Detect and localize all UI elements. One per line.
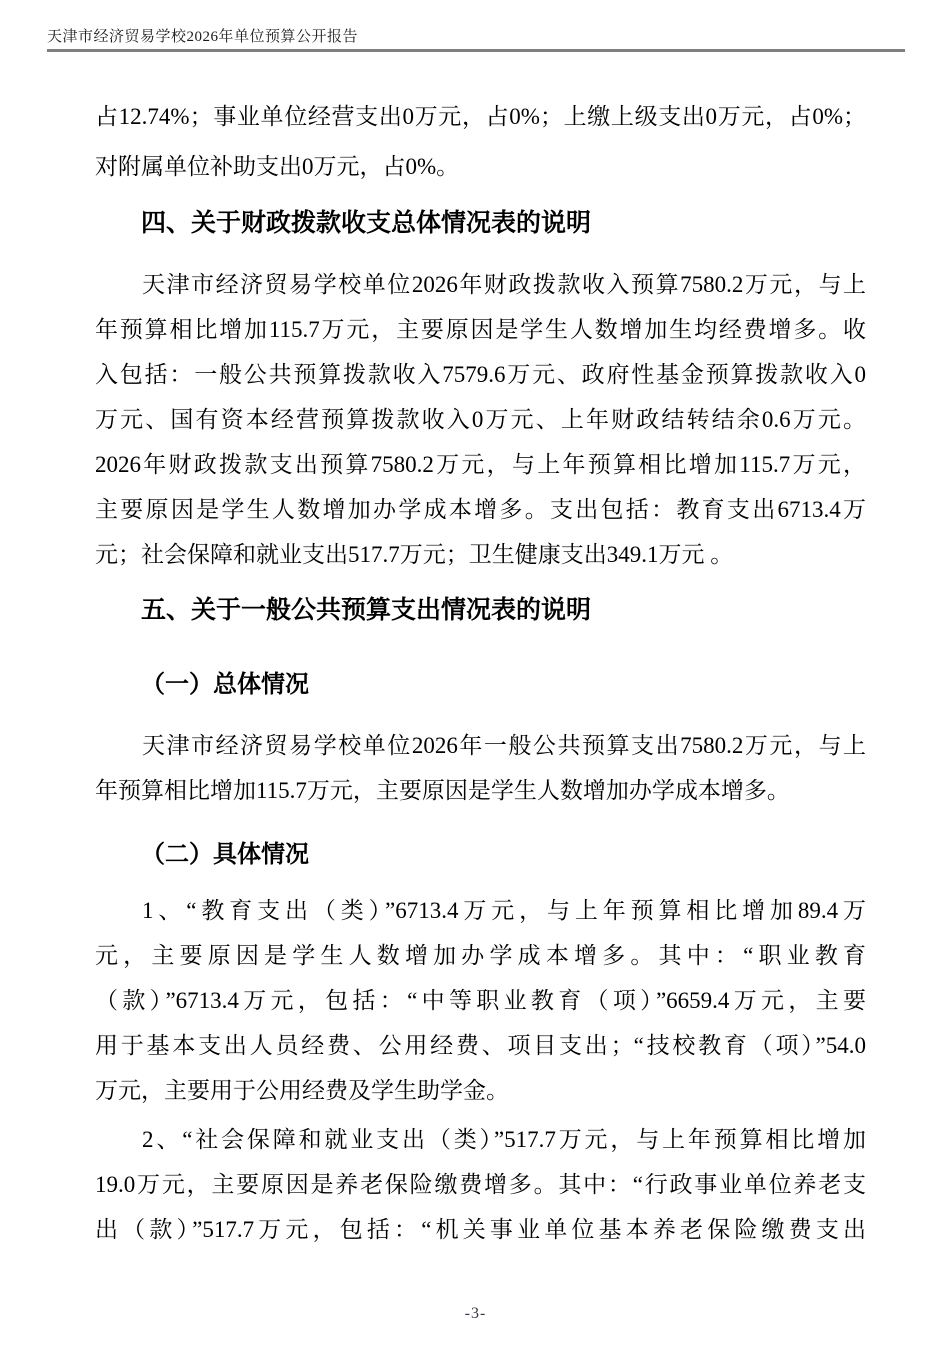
- text-line: 天津市经济贸易学校单位2026年财政拨款收入预算7580.2万元，与上: [142, 272, 866, 297]
- page-number: -3-: [464, 1305, 487, 1322]
- text-line: 1、“教育支出（类）”6713.4万元，与上年预算相比增加89.4万: [142, 898, 866, 923]
- text-line: 天津市经济贸易学校单位2026年一般公共预算支出7580.2万元，与上: [142, 733, 866, 758]
- text-line: 主要原因是学生人数增加办学成本增多。支出包括：教育支出6713.4万: [95, 497, 866, 522]
- page-header-title: 天津市经济贸易学校2026年单位预算公开报告: [47, 29, 359, 45]
- document-body: [95, 92, 866, 1252]
- text-line: 19.0万元，主要原因是养老保险缴费增多。其中：“行政事业单位养老支: [95, 1172, 866, 1197]
- para-education-expenditure-detail: [95, 888, 866, 1113]
- heading-section-5: 五、关于一般公共预算支出情况表的说明: [141, 596, 592, 624]
- text-line: 元；社会保障和就业支出517.7万元；卫生健康支出349.1万元 。: [95, 542, 734, 567]
- para-carryover-expenditure-ratios: [95, 92, 866, 192]
- heading-section-4: 四、关于财政拨款收支总体情况表的说明: [141, 209, 592, 237]
- text-line: 入包括：一般公共预算拨款收入7579.6万元、政府性基金预算拨款收入0: [95, 362, 866, 387]
- text-line: 年预算相比增加115.7万元，主要原因是学生人数增加办学成本增多。: [95, 778, 790, 803]
- text-line: 出（款）”517.7万元，包括：“机关事业单位基本养老保险缴费支出: [95, 1217, 866, 1242]
- text-line: 2026年财政拨款支出预算7580.2万元，与上年预算相比增加115.7万元，: [95, 452, 866, 477]
- text-line: 对附属单位补助支出0万元，占0%。: [95, 154, 460, 179]
- subheading-specific-situation: （二）具体情况: [141, 842, 309, 868]
- subheading-overall-situation: （一）总体情况: [141, 672, 309, 698]
- header-divider-rule: [47, 49, 905, 52]
- para-fiscal-appropriation-overview: [95, 262, 866, 577]
- text-line: 万元，主要用于公用经费及学生助学金。: [95, 1078, 509, 1103]
- text-line: 万元、国有资本经营预算拨款收入0万元、上年财政结转结余0.6万元。: [95, 407, 866, 432]
- text-line: 2、“社会保障和就业支出（类）”517.7万元，与上年预算相比增加: [142, 1127, 866, 1152]
- text-line: 占12.74%；事业单位经营支出0万元，占0%；上缴上级支出0万元，占0%；: [95, 104, 866, 129]
- text-line: （款）”6713.4万元，包括：“中等职业教育（项）”6659.4万元，主要: [95, 988, 866, 1013]
- para-general-budget-overall: [95, 723, 866, 813]
- para-social-security-expenditure-detail: [95, 1117, 866, 1252]
- text-line: 年预算相比增加115.7万元，主要原因是学生人数增加生均经费增多。收: [95, 317, 866, 342]
- text-line: 用于基本支出人员经费、公用经费、项目支出；“技校教育（项）”54.0: [95, 1033, 866, 1058]
- text-line: 元，主要原因是学生人数增加办学成本增多。其中：“职业教育: [95, 943, 866, 968]
